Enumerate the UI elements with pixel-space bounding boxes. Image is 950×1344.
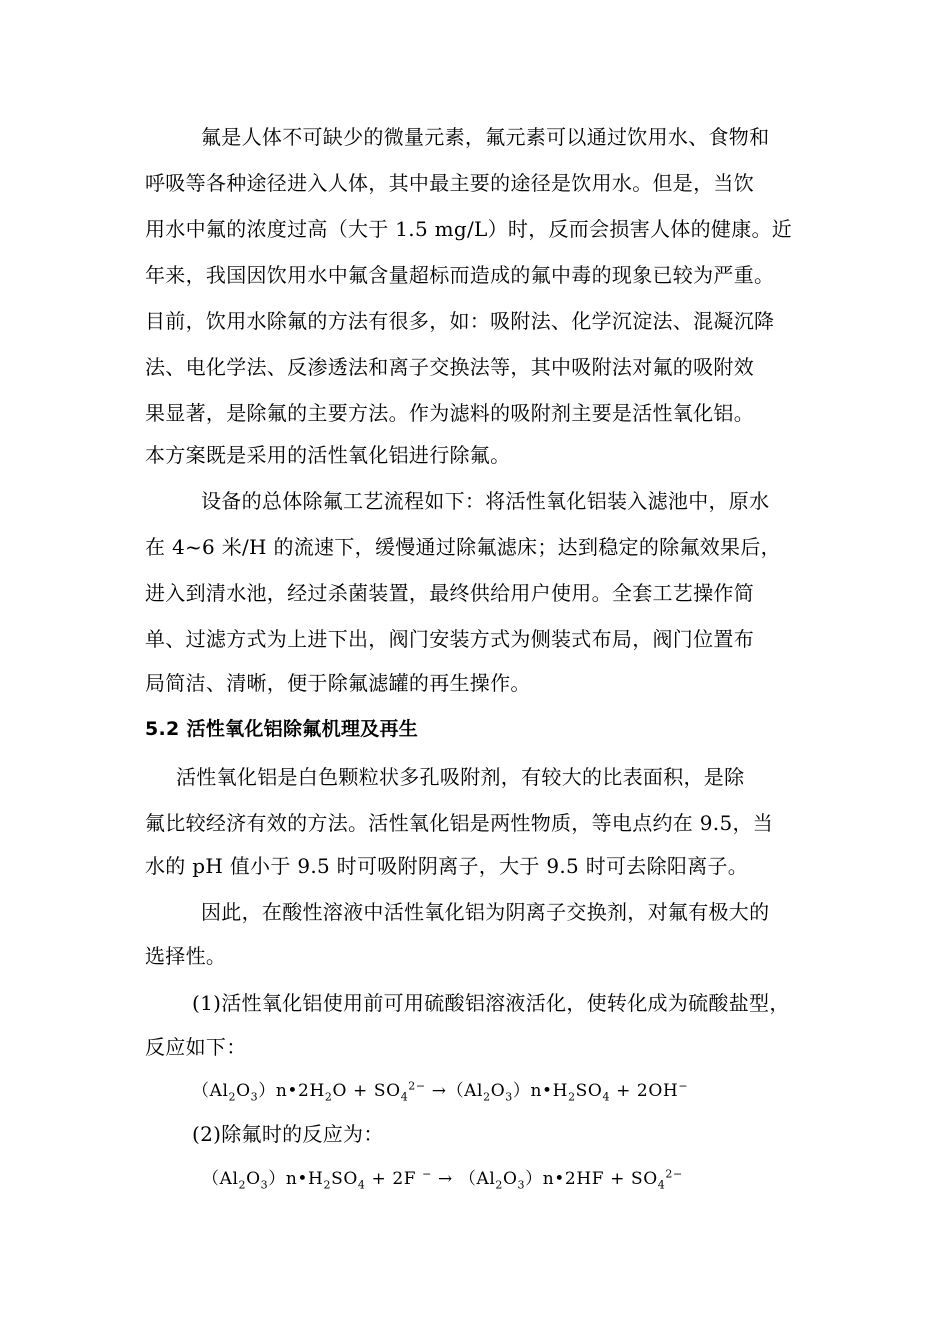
paragraph-line: 氟比较经济有效的方法。活性氧化铝是两性物质，等电点约在 9.5，当 bbox=[145, 811, 774, 835]
paragraph-line: (2)除氟时的反应为： bbox=[192, 1122, 384, 1146]
paragraph-line: 单、过滤方式为上进下出，阀门安装方式为侧装式布局，阀门位置布 bbox=[145, 627, 754, 651]
paragraph-line: 选择性。 bbox=[145, 944, 227, 968]
paragraph-line: 目前，饮用水除氟的方法有很多，如：吸附法、化学沉淀法、混凝沉降 bbox=[145, 309, 775, 333]
paragraph-line: 法、电化学法、反渗透法和离子交换法等，其中吸附法对氟的吸附效 bbox=[145, 355, 754, 379]
paragraph-line: 年来，我国因饮用水中氟含量超标而造成的氟中毒的现象已较为严重。 bbox=[145, 263, 775, 287]
paragraph-line: 本方案既是采用的活性氧化铝进行除氟。 bbox=[145, 443, 511, 467]
paragraph-line: (1)活性氧化铝使用前可用硫酸铝溶液活化，使转化成为硫酸盐型， bbox=[192, 991, 790, 1015]
paragraph-line: 呼吸等各种途径进入人体，其中最主要的途径是饮用水。但是，当饮 bbox=[145, 171, 754, 195]
section-heading: 5.2 活性氧化铝除氟机理及再生 bbox=[145, 718, 419, 740]
paragraph-line: 果显著，是除氟的主要方法。作为滤料的吸附剂主要是活性氧化铝。 bbox=[145, 401, 754, 425]
equation-activation: $(Al_2O_3)n•2H_2O + SO_4^{2-}$ $\to(Al_2O_3)n•H_2SO_4 + 2OH^-$ bbox=[192, 1079, 689, 1104]
paragraph-line: 在 4~6 米/H 的流速下，缓慢通过除氟滤床；达到稳定的除氟效果后， bbox=[145, 535, 781, 559]
paragraph-line: 设备的总体除氟工艺流程如下：将活性氧化铝装入滤池中，原水 bbox=[201, 489, 770, 513]
paragraph-line: 氟是人体不可缺少的微量元素，氟元素可以通过饮用水、食物和 bbox=[201, 125, 770, 149]
paragraph-line: 局简洁、清晰，便于除氟滤罐的再生操作。 bbox=[145, 671, 531, 695]
paragraph-line: 活性氧化铝是白色颗粒状多孔吸附剂，有较大的比表面积，是除 bbox=[176, 765, 745, 789]
paragraph-line: 用水中氟的浓度过高（大于 1.5 mg/L）时，反而会损害人体的健康。近 bbox=[145, 217, 793, 241]
paragraph-line: 反应如下： bbox=[145, 1035, 247, 1059]
paragraph-line: 进入到清水池，经过杀菌装置，最终供给用户使用。全套工艺操作简 bbox=[145, 581, 754, 605]
paragraph-line: 因此，在酸性溶液中活性氧化铝为阴离子交换剂，对氟有极大的 bbox=[201, 900, 770, 924]
equation-defluoridation: $(Al_2O_3)n•H_2SO_4 + 2F$ $^- \to (Al_2O_3)n•2HF + SO_4^{2-}$ bbox=[202, 1167, 683, 1192]
paragraph-line: 水的 pH 值小于 9.5 时可吸附阴离子，大于 9.5 时可去除阳离子。 bbox=[145, 854, 749, 878]
